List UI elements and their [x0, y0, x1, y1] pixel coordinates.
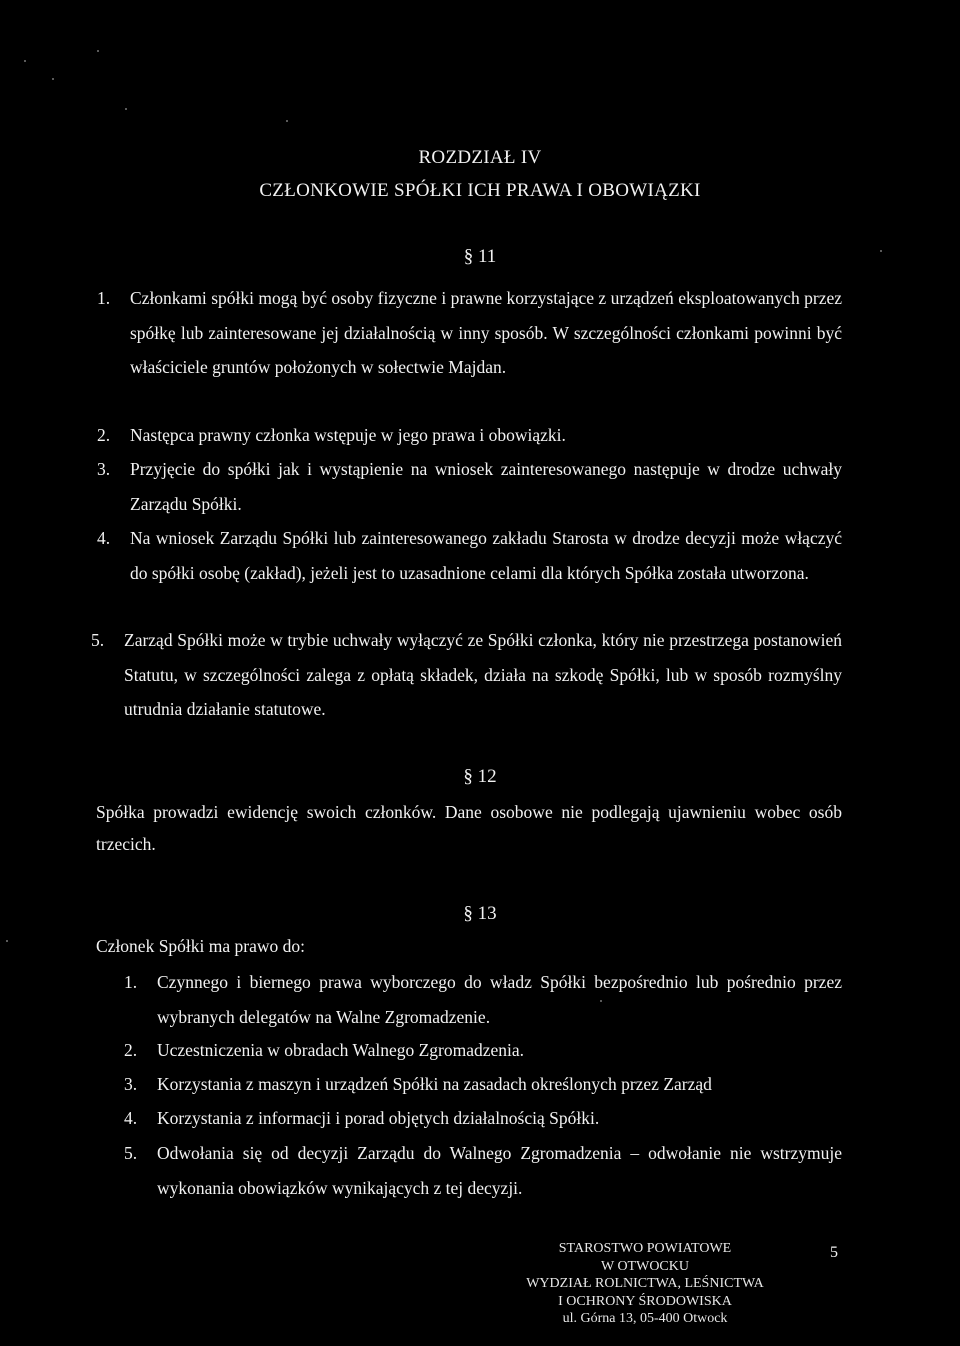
list-item-number: 5.	[124, 1143, 138, 1163]
list-item	[97, 418, 842, 453]
list-item-number: 2.	[124, 1040, 138, 1060]
chapter-subtitle: CZŁONKOWIE SPÓŁKI ICH PRAWA I OBOWIĄZKI	[259, 180, 701, 201]
list-item	[124, 1067, 842, 1102]
stamp-line: I OCHRONY ŚRODOWISKA	[558, 1293, 732, 1309]
office-stamp	[500, 1240, 790, 1328]
scan-speck	[24, 60, 26, 62]
list-item	[124, 1033, 842, 1068]
list-item	[97, 452, 842, 521]
list-item-text: Odwołania się od decyzji Zarządu do Walnego Zgromadzenia – odwołanie nie wstrzymuje wykonania obowiązków wynikających z tej decyzji.	[157, 1143, 842, 1198]
list-item-number: 5.	[91, 630, 105, 650]
list-item	[91, 623, 842, 727]
page-number: 5	[830, 1244, 838, 1261]
stamp-line: ul. Górna 13, 05-400 Otwock	[562, 1311, 728, 1326]
list-item-text: Korzystania z informacji i porad objętych działalnością Spółki.	[157, 1108, 600, 1128]
section-mark: § 12	[463, 766, 497, 787]
list-item-text: Następca prawny członka wstępuje w jego prawa i obowiązki.	[130, 425, 566, 445]
paragraph-text: Spółka prowadzi ewidencję swoich członków. Dane osobowe nie podlegają ujawnieniu wobec osób trzecich.	[96, 802, 842, 854]
list-item-text: Uczestniczenia w obradach Walnego Zgromadzenia.	[157, 1040, 525, 1060]
list-item	[124, 965, 842, 1034]
list-item-text: Korzystania z maszyn i urządzeń Spółki na zasadach określonych przez Zarząd	[157, 1074, 712, 1094]
scan-speck	[286, 120, 288, 122]
stamp-line: STAROSTWO POWIATOWE	[558, 1241, 732, 1256]
list-item-text: Czynnego i biernego prawa wyborczego do władz Spółki bezpośrednio lub pośrednio przez wybranych delegatów na Walne Zgromadzenie.	[157, 972, 842, 1027]
list-item-text: Zarząd Spółki może w trybie uchwały wyłączyć ze Spółki członka, który nie przestrzega postanowień Statutu, w szczególności zalega z opłatą składek, działa na szkodę Spółki, lub w sposób rozmyślny utrudnia działanie statutowe.	[124, 630, 842, 719]
list-item-number: 4.	[97, 528, 111, 548]
section-mark: § 13	[463, 903, 497, 924]
list-item-text: Przyjęcie do spółki jak i wystąpienie na wniosek zainteresowanego następuje w drodze uchwały Zarządu Spółki.	[130, 459, 842, 514]
list-item-number: 3.	[124, 1074, 138, 1094]
list-item-number: 3.	[97, 459, 111, 479]
list-item-text: Na wniosek Zarządu Spółki lub zainteresowanego zakładu Starosta w drodze decyzji może włączyć do spółki osobę (zakład), jeżeli jest to uzasadnione celami dla których Spółka została utworzona.	[130, 528, 842, 583]
list-item-number: 1.	[124, 972, 138, 992]
list-item-text: Członkami spółki mogą być osoby fizyczne i prawne korzystające z urządzeń eksploatowanych przez spółkę lub zainteresowane jej działalnością w inny sposób. W szczególności członkami powinni być właściciele gruntów położonych w sołectwie Majdan.	[130, 288, 842, 377]
list-item	[97, 281, 842, 385]
scan-speck	[52, 78, 54, 80]
list-item-number: 2.	[97, 425, 111, 445]
scan-speck	[97, 50, 99, 52]
list-item	[97, 521, 842, 590]
section-mark: § 11	[463, 246, 497, 267]
stamp-line: WYDZIAŁ ROLNICTWA, LEŚNICTWA	[526, 1276, 764, 1291]
scan-speck	[6, 940, 8, 942]
list-item	[124, 1101, 842, 1136]
list-item-number: 1.	[97, 288, 111, 308]
stamp-line: W OTWOCKU	[600, 1258, 689, 1274]
list-item-number: 4.	[124, 1108, 138, 1128]
scan-speck	[125, 108, 127, 110]
list-item	[124, 1136, 842, 1205]
section-intro: Członek Spółki ma prawo do:	[96, 936, 306, 956]
chapter-title: ROZDZIAŁ IV	[418, 147, 542, 168]
